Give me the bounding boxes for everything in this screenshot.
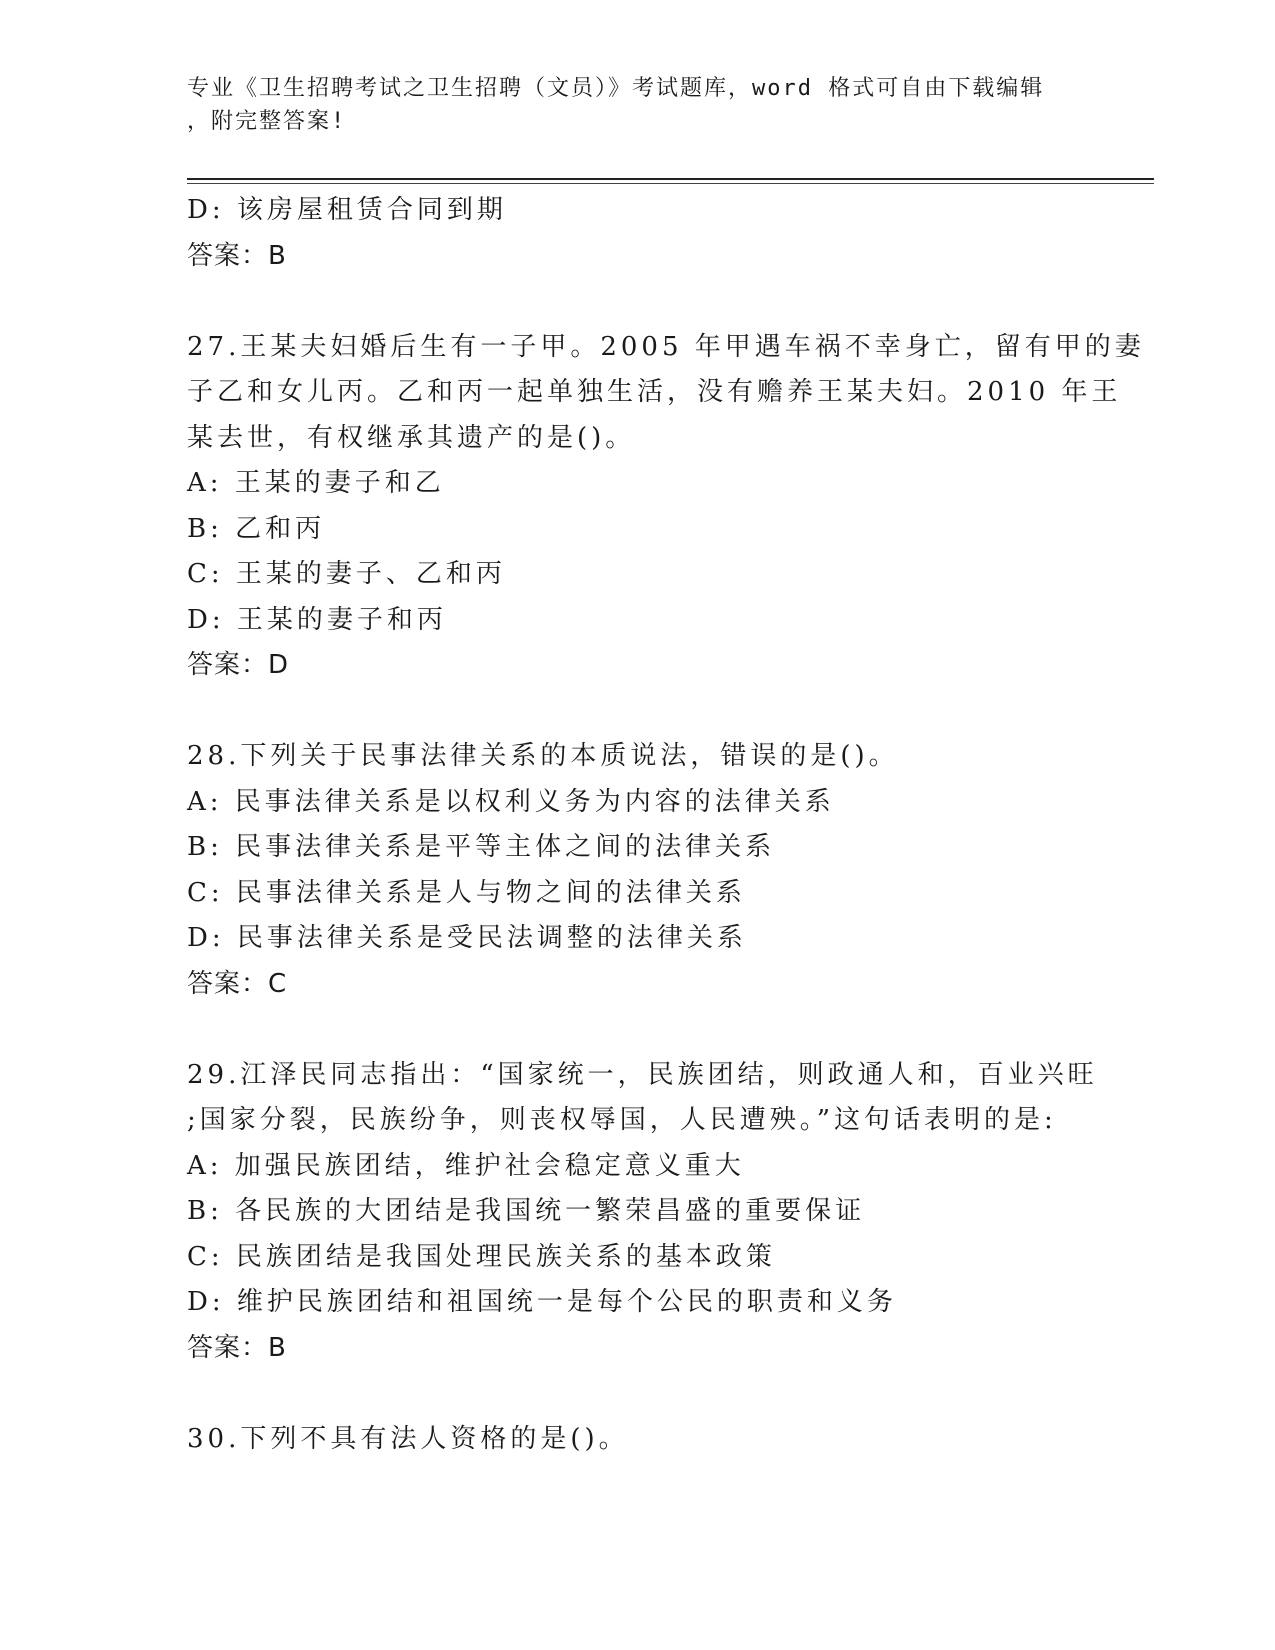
spacer bbox=[187, 1371, 1087, 1417]
q27-stem-line-3: 某去世，有权继承其遗产的是()。 bbox=[187, 422, 636, 453]
q28-option-c: C: 民事法律关系是人与物之间的法律关系 bbox=[187, 877, 746, 908]
q30-stem: 30.下列不具有法人资格的是()。 bbox=[187, 1423, 629, 1454]
q27-option-b: B: 乙和丙 bbox=[187, 513, 326, 544]
q27-option-c: C: 王某的妻子、乙和丙 bbox=[187, 559, 506, 589]
q29-stem-line-2: ;国家分裂，民族纷争，则丧权辱国，人民遭殃。”这句话表明的是: bbox=[187, 1105, 1057, 1135]
q29-option-a: A: 加强民族团结，维护社会稳定意义重大 bbox=[187, 1150, 745, 1181]
q28-option-a: A: 民事法律关系是以权利义务为内容的法律关系 bbox=[187, 786, 835, 817]
q27-option-a: A: 王某的妻子和乙 bbox=[187, 468, 445, 498]
q27-option-d: D: 王某的妻子和丙 bbox=[187, 604, 447, 635]
q29-option-c: C: 民族团结是我国处理民族关系的基本政策 bbox=[187, 1241, 776, 1272]
q28-option-b: B: 民事法律关系是平等主体之间的法律关系 bbox=[187, 832, 776, 862]
q29-stem-line-1: 29.江泽民同志指出：“国家统一，民族团结，则政通人和，百业兴旺 bbox=[187, 1059, 1098, 1090]
spacer bbox=[187, 689, 1087, 735]
spacer bbox=[187, 279, 1087, 325]
q27-stem-line-1: 27.王某夫妇婚后生有一子甲。2005 年甲遇车祸不幸身亡，留有甲的妻 bbox=[187, 331, 1145, 362]
q29-option-b: B: 各民族的大团结是我国统一繁荣昌盛的重要保证 bbox=[187, 1196, 866, 1226]
q26-answer: 答案：B bbox=[187, 240, 287, 271]
q28-answer: 答案：C bbox=[187, 968, 288, 999]
header-divider-thick bbox=[187, 178, 1154, 180]
document-header bbox=[187, 72, 1087, 138]
q27-answer: 答案：D bbox=[187, 650, 290, 680]
q28-option-d: D: 民事法律关系是受民法调整的法律关系 bbox=[187, 923, 747, 953]
q28-stem: 28.下列关于民事法律关系的本质说法，错误的是()。 bbox=[187, 741, 899, 771]
header-divider-thin bbox=[187, 183, 1154, 184]
question-content bbox=[187, 188, 1145, 1462]
q27-stem-line-2: 子乙和女儿丙。乙和丙一起单独生活，没有赡养王某夫妇。2010 年王 bbox=[187, 377, 1122, 407]
header-line-1: 专业《卫生招聘考试之卫生招聘（文员）》考试题库，word 格式可自由下载编辑 bbox=[187, 76, 1045, 101]
spacer bbox=[187, 1007, 1087, 1053]
q29-answer: 答案：B bbox=[187, 1332, 287, 1363]
q26-option-d: D: 该房屋租赁合同到期 bbox=[187, 195, 507, 225]
q29-option-d: D: 维护民族团结和祖国统一是每个公民的职责和义务 bbox=[187, 1287, 897, 1317]
header-line-2: ，附完整答案! bbox=[187, 109, 347, 134]
